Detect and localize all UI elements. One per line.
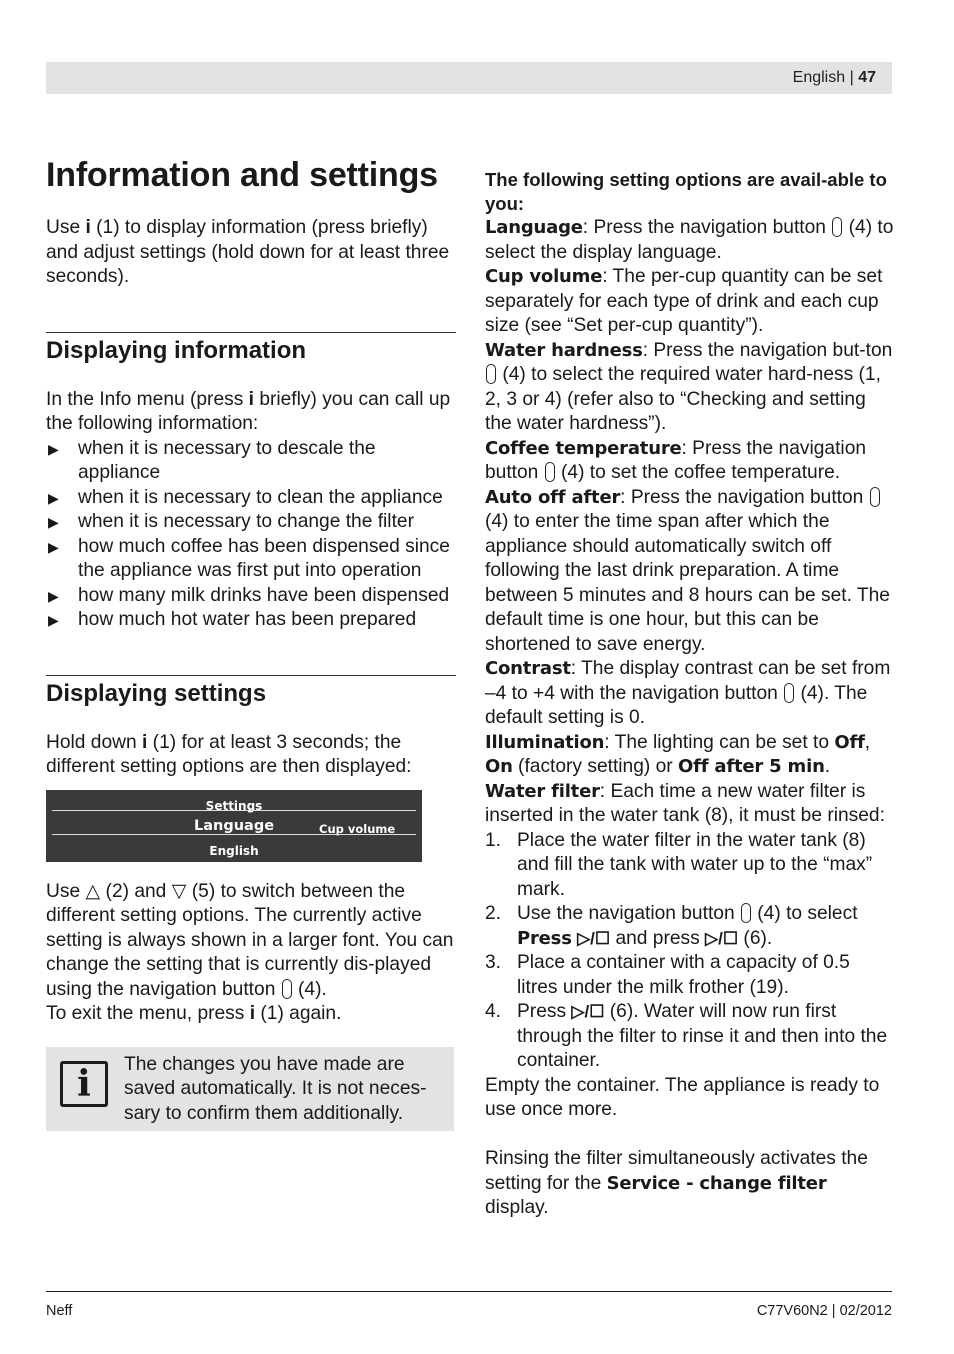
option-illumination: Illumination: The lighting can be set to Off, On (factory setting) or Off after 5 min.	[485, 731, 871, 777]
rinse-paragraph: Rinsing the filter simultaneously activates the setting for the Service - change filter display.	[485, 1148, 868, 1218]
info-paragraph: In the Info menu (press i briefly) you can call up the following information:	[46, 388, 451, 434]
bullet-triangle-icon: ▶	[48, 587, 59, 604]
info-icon: i	[60, 1061, 108, 1107]
heading-displaying-information: Displaying information	[46, 336, 307, 364]
section-divider	[46, 332, 456, 333]
bullet-triangle-icon: ▶	[48, 440, 59, 457]
navigation-button-icon	[832, 217, 842, 237]
info-list	[46, 437, 456, 633]
navigation-button-icon	[870, 487, 880, 507]
navigation-paragraph: Use △ (2) and ▽ (5) to switch between the different setting options. The currently active setting is always shown in a larger font. You can change the setting that is currently dis-played using the navigation button (4).	[46, 880, 454, 1000]
step-item: 2. Use the navigation button (4) to select Press ▷/☐ and press ▷/☐ (6).	[485, 903, 858, 949]
start-stop-icon: ▷/☐	[577, 928, 611, 948]
bullet-triangle-icon: ▶	[48, 538, 59, 555]
filter-steps	[485, 829, 895, 1074]
bullet-triangle-icon: ▶	[48, 514, 59, 530]
page-title: Information and settings	[46, 156, 438, 194]
left-column	[46, 150, 456, 1131]
list-item: ▶ when it is necessary to clean the appliance	[46, 486, 456, 511]
list-item: ▶ when it is necessary to descale the appliance	[48, 437, 376, 483]
option-contrast: Contrast: The display contrast can be set from –4 to +4 with the navigation button (4). The default setting is 0.	[485, 658, 891, 728]
navigation-button-icon	[784, 683, 794, 703]
display-divider	[52, 834, 416, 835]
up-triangle-icon: △	[85, 880, 101, 902]
header-bar	[46, 62, 892, 94]
step-item: 3. Place a container with a capacity of 0.5 litres under the milk frother (19).	[485, 952, 850, 998]
right-column	[485, 168, 895, 1221]
empty-paragraph: Empty the container. The appliance is ready to use once more.	[485, 1074, 880, 1120]
footer-brand: Neff	[46, 1303, 73, 1319]
list-item: ▶ how much hot water has been prepared	[46, 608, 456, 633]
display-menu-title: Settings	[205, 798, 263, 813]
option-cup-volume: Cup volume: The per-cup quantity can be set separately for each type of drink and each cup size (see “Set per-cup quantity”).	[485, 266, 883, 336]
navigation-button-icon	[282, 979, 292, 999]
list-item: ▶ how many milk drinks have been dispensed	[46, 584, 456, 609]
down-triangle-icon: ▽	[171, 880, 187, 902]
display-current-setting: Language	[194, 817, 275, 834]
header-page-label: English | 47	[792, 69, 876, 86]
option-language: Language: Press the navigation button (4) to select the display language.	[485, 217, 894, 263]
list-item: ▶ how much coffee has been dispensed since the appliance was first put into operation	[48, 535, 450, 581]
intro-paragraph: Use i (1) to display information (press briefly) and adjust settings (hold down for at least three seconds).	[46, 217, 450, 287]
options-lead: The following setting options are avail-able to you:	[485, 169, 887, 214]
section-divider	[46, 675, 456, 676]
display-next-setting: Cup volume	[319, 821, 396, 836]
heading-displaying-settings: Displaying settings	[46, 679, 267, 707]
footer-model: C77V60N2 | 02/2012	[756, 1303, 892, 1319]
display-divider	[52, 810, 416, 811]
option-water-hardness: Water hardness: Press the navigation but-ton (4) to select the required water hard-ness (1, 2, 3 or 4) (refer also to “Checking and setting the water hardness”).	[485, 339, 893, 434]
list-item: ▶ when it is necessary to change the filter	[46, 510, 456, 535]
exit-paragraph: To exit the menu, press i (1) again.	[46, 1003, 342, 1024]
settings-paragraph: Hold down i (1) for at least 3 seconds; the different setting options are then displayed:	[46, 731, 412, 777]
display-current-value: English	[209, 843, 259, 858]
option-coffee-temperature: Coffee temperature: Press the navigation button (4) to set the coffee temperature.	[485, 437, 867, 483]
start-stop-icon: ▷/☐	[705, 928, 739, 948]
navigation-button-icon	[545, 462, 555, 482]
start-stop-icon: ▷/☐	[571, 1002, 605, 1021]
bullet-triangle-icon: ▶	[48, 612, 59, 628]
page-number: 47	[858, 69, 876, 86]
navigation-button-icon	[741, 903, 751, 923]
footer-divider	[46, 1291, 892, 1292]
option-water-filter: Water filter: Each time a new water filter is inserted in the water tank (8), it must be rinsed:	[485, 780, 885, 826]
settings-display-screen	[46, 790, 422, 862]
step-item: 4. Press ▷/☐ (6). Water will now run first through the filter to rinse it and then into the container.	[485, 1001, 888, 1071]
step-item: 1. Place the water filter in the water tank (8) and fill the tank with water up to the “max” mark.	[485, 829, 873, 900]
bullet-triangle-icon: ▶	[48, 489, 59, 506]
info-note-text: The changes you have made are saved automatically. It is not neces-sary to confirm them additionally.	[124, 1053, 427, 1124]
info-note-box	[46, 1047, 454, 1131]
navigation-button-icon	[486, 364, 496, 384]
option-auto-off: Auto off after: Press the navigation button (4) to enter the time span after which the appliance should automatically switch off following the last drink preparation. A time between 5 minutes and 8 hours can be set. The default time is one hour, but this can be shortened to save energy.	[485, 486, 890, 655]
